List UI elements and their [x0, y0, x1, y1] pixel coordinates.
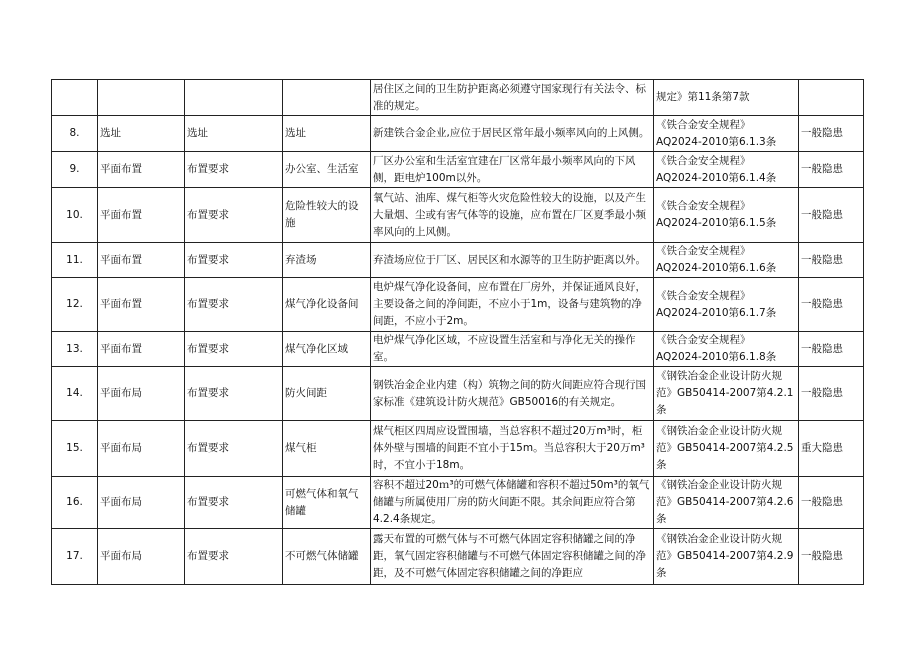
category-cell: 平面布置: [98, 188, 185, 243]
category-cell: [98, 80, 185, 116]
requirement-cell: 新建铁合金企业,应位于居民区常年最小频率风向的上风侧。: [371, 116, 654, 152]
table-row: [52, 278, 864, 332]
hazard-level-cell: 一般隐患: [799, 116, 864, 152]
reference-cell: 《铁合金安全规程》AQ2024-2010第6.1.6条: [654, 243, 799, 278]
reference-cell: 《铁合金安全规程》AQ2024-2010第6.1.3条: [654, 116, 799, 152]
requirement-cell: 厂区办公室和生活室宜建在厂区常年最小频率风向的下风侧，距电炉100m以外。: [371, 152, 654, 188]
row-number: 12.: [52, 278, 98, 332]
row-number: 15.: [52, 421, 98, 477]
table-row: [52, 332, 864, 367]
row-number: 8.: [52, 116, 98, 152]
category-cell: 平面布局: [98, 421, 185, 477]
row-number: 17.: [52, 529, 98, 585]
subcategory-cell: 布置要求: [185, 332, 283, 367]
table-row: [52, 80, 864, 116]
table-row: [52, 477, 864, 529]
subcategory-cell: 布置要求: [185, 278, 283, 332]
reference-cell: 《钢铁冶金企业设计防火规范》GB50414-2007第4.2.6条: [654, 477, 799, 529]
hazard-level-cell: 一般隐患: [799, 152, 864, 188]
item-cell: 可燃气体和氧气储罐: [283, 477, 371, 529]
item-cell: [283, 80, 371, 116]
row-number: [52, 80, 98, 116]
row-number: 14.: [52, 367, 98, 421]
requirement-cell: 弃渣场应位于厂区、居民区和水源等的卫生防护距离以外。: [371, 243, 654, 278]
hazard-level-cell: [799, 80, 864, 116]
requirement-cell: 容积不超过20ｍ³的可燃气体储罐和容积不超过50m³的氧气储罐与所属使用厂房的防火间距不限。其余间距应符合第4.2.4条规定。: [371, 477, 654, 529]
row-number: 10.: [52, 188, 98, 243]
subcategory-cell: 布置要求: [185, 188, 283, 243]
hazard-level-cell: 一般隐患: [799, 529, 864, 585]
item-cell: 煤气净化区域: [283, 332, 371, 367]
item-cell: 防火间距: [283, 367, 371, 421]
table-row: [52, 421, 864, 477]
subcategory-cell: [185, 80, 283, 116]
table-row: [52, 367, 864, 421]
item-cell: 办公室、生活室: [283, 152, 371, 188]
table-row: [52, 152, 864, 188]
reference-cell: 《铁合金安全规程》AQ2024-2010第6.1.7条: [654, 278, 799, 332]
requirement-cell: 钢铁冶金企业内建（构）筑物之间的防火间距应符合现行国家标准《建筑设计防火规范》GB50016的有关规定。: [371, 367, 654, 421]
hazard-level-cell: 一般隐患: [799, 477, 864, 529]
item-cell: 危险性较大的设施: [283, 188, 371, 243]
row-number: 11.: [52, 243, 98, 278]
hazard-level-cell: 一般隐患: [799, 278, 864, 332]
hazard-table: [51, 79, 864, 585]
hazard-level-cell: 一般隐患: [799, 188, 864, 243]
reference-cell: 规定》第11条第7款: [654, 80, 799, 116]
row-number: 9.: [52, 152, 98, 188]
reference-cell: 《铁合金安全规程》AQ2024-2010第6.1.4条: [654, 152, 799, 188]
category-cell: 平面布置: [98, 332, 185, 367]
requirement-cell: 氧气站、油库、煤气柜等火灾危险性较大的设施，以及产生大量烟、尘或有害气体等的设施，应布置在厂区夏季最小频率风向的上风侧。: [371, 188, 654, 243]
category-cell: 平面布置: [98, 152, 185, 188]
subcategory-cell: 布置要求: [185, 421, 283, 477]
category-cell: 平面布局: [98, 529, 185, 585]
table-row: [52, 188, 864, 243]
item-cell: 煤气净化设备间: [283, 278, 371, 332]
reference-cell: 《钢铁冶金企业设计防火规范》GB50414-2007第4.2.5条: [654, 421, 799, 477]
hazard-level-cell: 一般隐患: [799, 243, 864, 278]
row-number: 16.: [52, 477, 98, 529]
row-number: 13.: [52, 332, 98, 367]
subcategory-cell: 布置要求: [185, 529, 283, 585]
hazard-level-cell: 一般隐患: [799, 332, 864, 367]
item-cell: 选址: [283, 116, 371, 152]
table-row: [52, 116, 864, 152]
hazard-level-cell: 重大隐患: [799, 421, 864, 477]
requirement-cell: 露天布置的可燃气体与不可燃气体固定容积储罐之间的净距，氧气固定容积储罐与不可燃气体固定容积储罐之间的净距，及不可燃气体固定容积储罐之间的净距应: [371, 529, 654, 585]
category-cell: 平面布局: [98, 477, 185, 529]
reference-cell: 《钢铁冶金企业设计防火规范》GB50414-2007第4.2.9条: [654, 529, 799, 585]
category-cell: 选址: [98, 116, 185, 152]
reference-cell: 《铁合金安全规程》AQ2024-2010第6.1.8条: [654, 332, 799, 367]
hazard-level-cell: 一般隐患: [799, 367, 864, 421]
requirement-cell: 电炉煤气净化区域，不应设置生活室和与净化无关的操作室。: [371, 332, 654, 367]
item-cell: 弃渣场: [283, 243, 371, 278]
item-cell: 煤气柜: [283, 421, 371, 477]
reference-cell: 《铁合金安全规程》AQ2024-2010第6.1.5条: [654, 188, 799, 243]
table-row: [52, 529, 864, 585]
subcategory-cell: 布置要求: [185, 367, 283, 421]
subcategory-cell: 选址: [185, 116, 283, 152]
category-cell: 平面布置: [98, 243, 185, 278]
category-cell: 平面布局: [98, 367, 185, 421]
requirement-cell: 煤气柜区四周应设置围墙，当总容积不超过20万m³时，柜体外壁与围墙的间距不宜小于15m。当总容积大于20万m³时，不宜小于18m。: [371, 421, 654, 477]
table-row: [52, 243, 864, 278]
requirement-cell: 居住区之间的卫生防护距离必须遵守国家现行有关法令、标准的规定。: [371, 80, 654, 116]
subcategory-cell: 布置要求: [185, 477, 283, 529]
item-cell: 不可燃气体储罐: [283, 529, 371, 585]
reference-cell: 《钢铁冶金企业设计防火规范》GB50414-2007第4.2.1条: [654, 367, 799, 421]
category-cell: 平面布置: [98, 278, 185, 332]
requirement-cell: 电炉煤气净化设备间，应布置在厂房外，并保证通风良好，主要设备之间的净间距，不应小于1m，设备与建筑物的净间距，不应小于2m。: [371, 278, 654, 332]
subcategory-cell: 布置要求: [185, 152, 283, 188]
subcategory-cell: 布置要求: [185, 243, 283, 278]
